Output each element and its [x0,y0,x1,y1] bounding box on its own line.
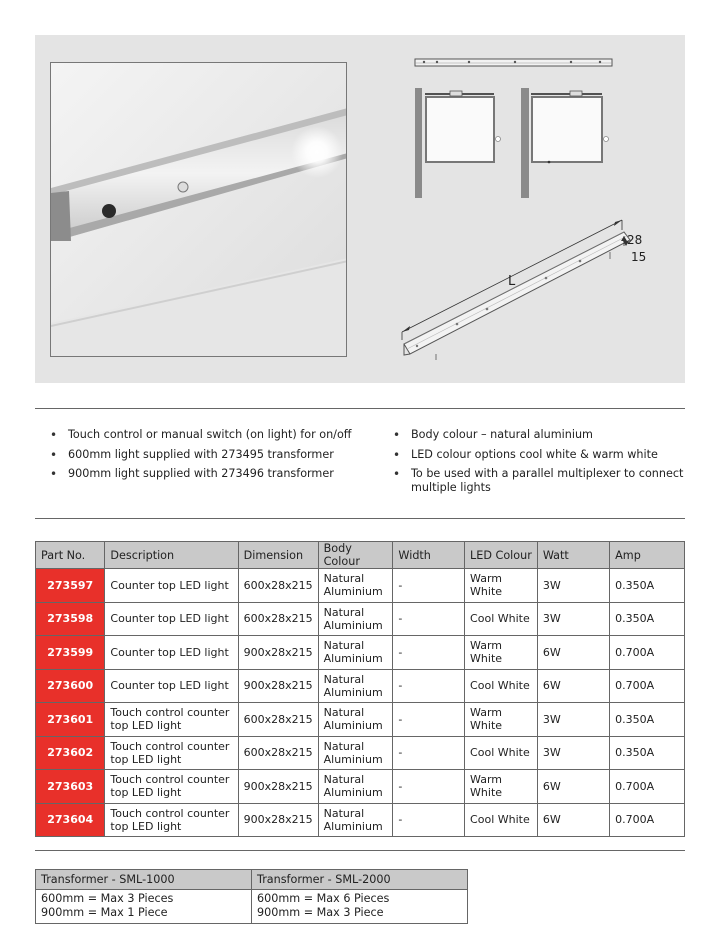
divider [35,850,685,851]
cell-body-colour: Natural Aluminium [318,669,393,703]
cell-width: - [393,636,465,670]
cell-amp: 0.350A [610,703,685,737]
cell-part-no: 273604 [36,803,105,837]
feature-item: • To be used with a parallel multiplexer to connect multiple lights [393,467,685,495]
cell-part-no: 273602 [36,736,105,770]
cell-led-colour: Warm White [465,770,538,804]
cell-led-colour: Cool White [465,602,538,636]
transformer-line: 600mm = Max 3 Pieces [41,892,174,905]
cell-description: Touch control counter top LED light [105,703,238,737]
cell-width: - [393,669,465,703]
transformer-table [35,869,468,924]
cell-dimension: 900x28x215 [238,770,318,804]
cell-part-no: 273600 [36,669,105,703]
table-row [36,703,685,737]
cell-dimension: 600x28x215 [238,736,318,770]
technical-drawings [390,50,680,380]
transformer-line: 900mm = Max 3 Piece [257,906,384,919]
transformer-header-2: Transformer - SML-2000 [252,870,468,890]
cell-amp: 0.350A [610,602,685,636]
cell-dimension: 600x28x215 [238,602,318,636]
table-row [36,669,685,703]
cell-led-colour: Warm White [465,703,538,737]
cell-watt: 6W [537,669,609,703]
cell-watt: 6W [537,803,609,837]
cell-body-colour: Natural Aluminium [318,770,393,804]
cell-amp: 0.350A [610,569,685,603]
feature-item: • 900mm light supplied with 273496 transformer [50,467,370,481]
cell-amp: 0.700A [610,669,685,703]
cell-amp: 0.700A [610,803,685,837]
dim-depth-label: 15 [631,250,647,264]
cell-dimension: 600x28x215 [238,569,318,603]
cell-dimension: 900x28x215 [238,803,318,837]
cell-amp: 0.700A [610,636,685,670]
cell-watt: 3W [537,703,609,737]
cell-led-colour: Warm White [465,636,538,670]
cell-width: - [393,736,465,770]
cell-led-colour: Cool White [465,669,538,703]
dim-length-label: L [508,274,516,289]
column-header-width: Width [393,542,465,569]
cell-body-colour: Natural Aluminium [318,736,393,770]
column-header-led-colour: LED Colour [465,542,538,569]
column-header-description: Description [105,542,238,569]
cell-watt: 3W [537,736,609,770]
parts-table [35,541,685,837]
table-row [36,803,685,837]
cell-description: Counter top LED light [105,569,238,603]
product-photo [50,62,347,357]
cell-led-colour: Cool White [465,736,538,770]
cell-description: Touch control counter top LED light [105,803,238,837]
table-row [36,569,685,603]
feature-column-left [50,428,370,487]
cell-dimension: 900x28x215 [238,669,318,703]
dim-height-label: 28 [627,233,643,247]
cell-width: - [393,770,465,804]
cell-body-colour: Natural Aluminium [318,569,393,603]
cell-watt: 3W [537,569,609,603]
cell-width: - [393,569,465,603]
table-row [36,636,685,670]
cell-amp: 0.700A [610,770,685,804]
divider [35,408,685,409]
cell-led-colour: Cool White [465,803,538,837]
cell-width: - [393,602,465,636]
transformer-header-1: Transformer - SML-1000 [36,870,252,890]
table-row [36,602,685,636]
feature-item: • 600mm light supplied with 273495 transformer [50,448,370,462]
table-row [36,890,468,924]
cell-description: Counter top LED light [105,669,238,703]
cell-width: - [393,703,465,737]
cell-dimension: 600x28x215 [238,703,318,737]
cell-part-no: 273603 [36,770,105,804]
transformer-line: 600mm = Max 6 Pieces [257,892,390,905]
cell-description: Touch control counter top LED light [105,770,238,804]
column-header-watt: Watt [537,542,609,569]
column-header-body-colour: Body Colour [318,542,393,569]
divider [35,518,685,519]
cell-body-colour: Natural Aluminium [318,703,393,737]
cell-width: - [393,803,465,837]
parts-table-body [36,569,685,837]
cell-description: Touch control counter top LED light [105,736,238,770]
table-header-row [36,542,685,569]
cell-part-no: 273599 [36,636,105,670]
column-header-amp: Amp [610,542,685,569]
feature-column-right [393,428,685,501]
cell-amp: 0.350A [610,736,685,770]
cell-description: Counter top LED light [105,636,238,670]
cell-part-no: 273598 [36,602,105,636]
table-row [36,736,685,770]
feature-item: • LED colour options cool white & warm white [393,448,685,462]
product-hero-panel [35,35,685,383]
transformer-line: 900mm = Max 1 Piece [41,906,168,919]
column-header-part-no: Part No. [36,542,105,569]
cell-body-colour: Natural Aluminium [318,602,393,636]
cell-led-colour: Warm White [465,569,538,603]
cell-dimension: 900x28x215 [238,636,318,670]
table-row [36,770,685,804]
cell-body-colour: Natural Aluminium [318,636,393,670]
table-header-row [36,870,468,890]
cell-body-colour: Natural Aluminium [318,803,393,837]
cell-part-no: 273597 [36,569,105,603]
cell-watt: 6W [537,770,609,804]
transformer-cell-2 [252,890,468,924]
transformer-cell-1 [36,890,252,924]
cell-description: Counter top LED light [105,602,238,636]
cell-watt: 3W [537,602,609,636]
feature-item: • Touch control or manual switch (on light) for on/off [50,428,370,442]
column-header-dimension: Dimension [238,542,318,569]
feature-item: • Body colour – natural aluminium [393,428,685,442]
cell-watt: 6W [537,636,609,670]
cell-part-no: 273601 [36,703,105,737]
